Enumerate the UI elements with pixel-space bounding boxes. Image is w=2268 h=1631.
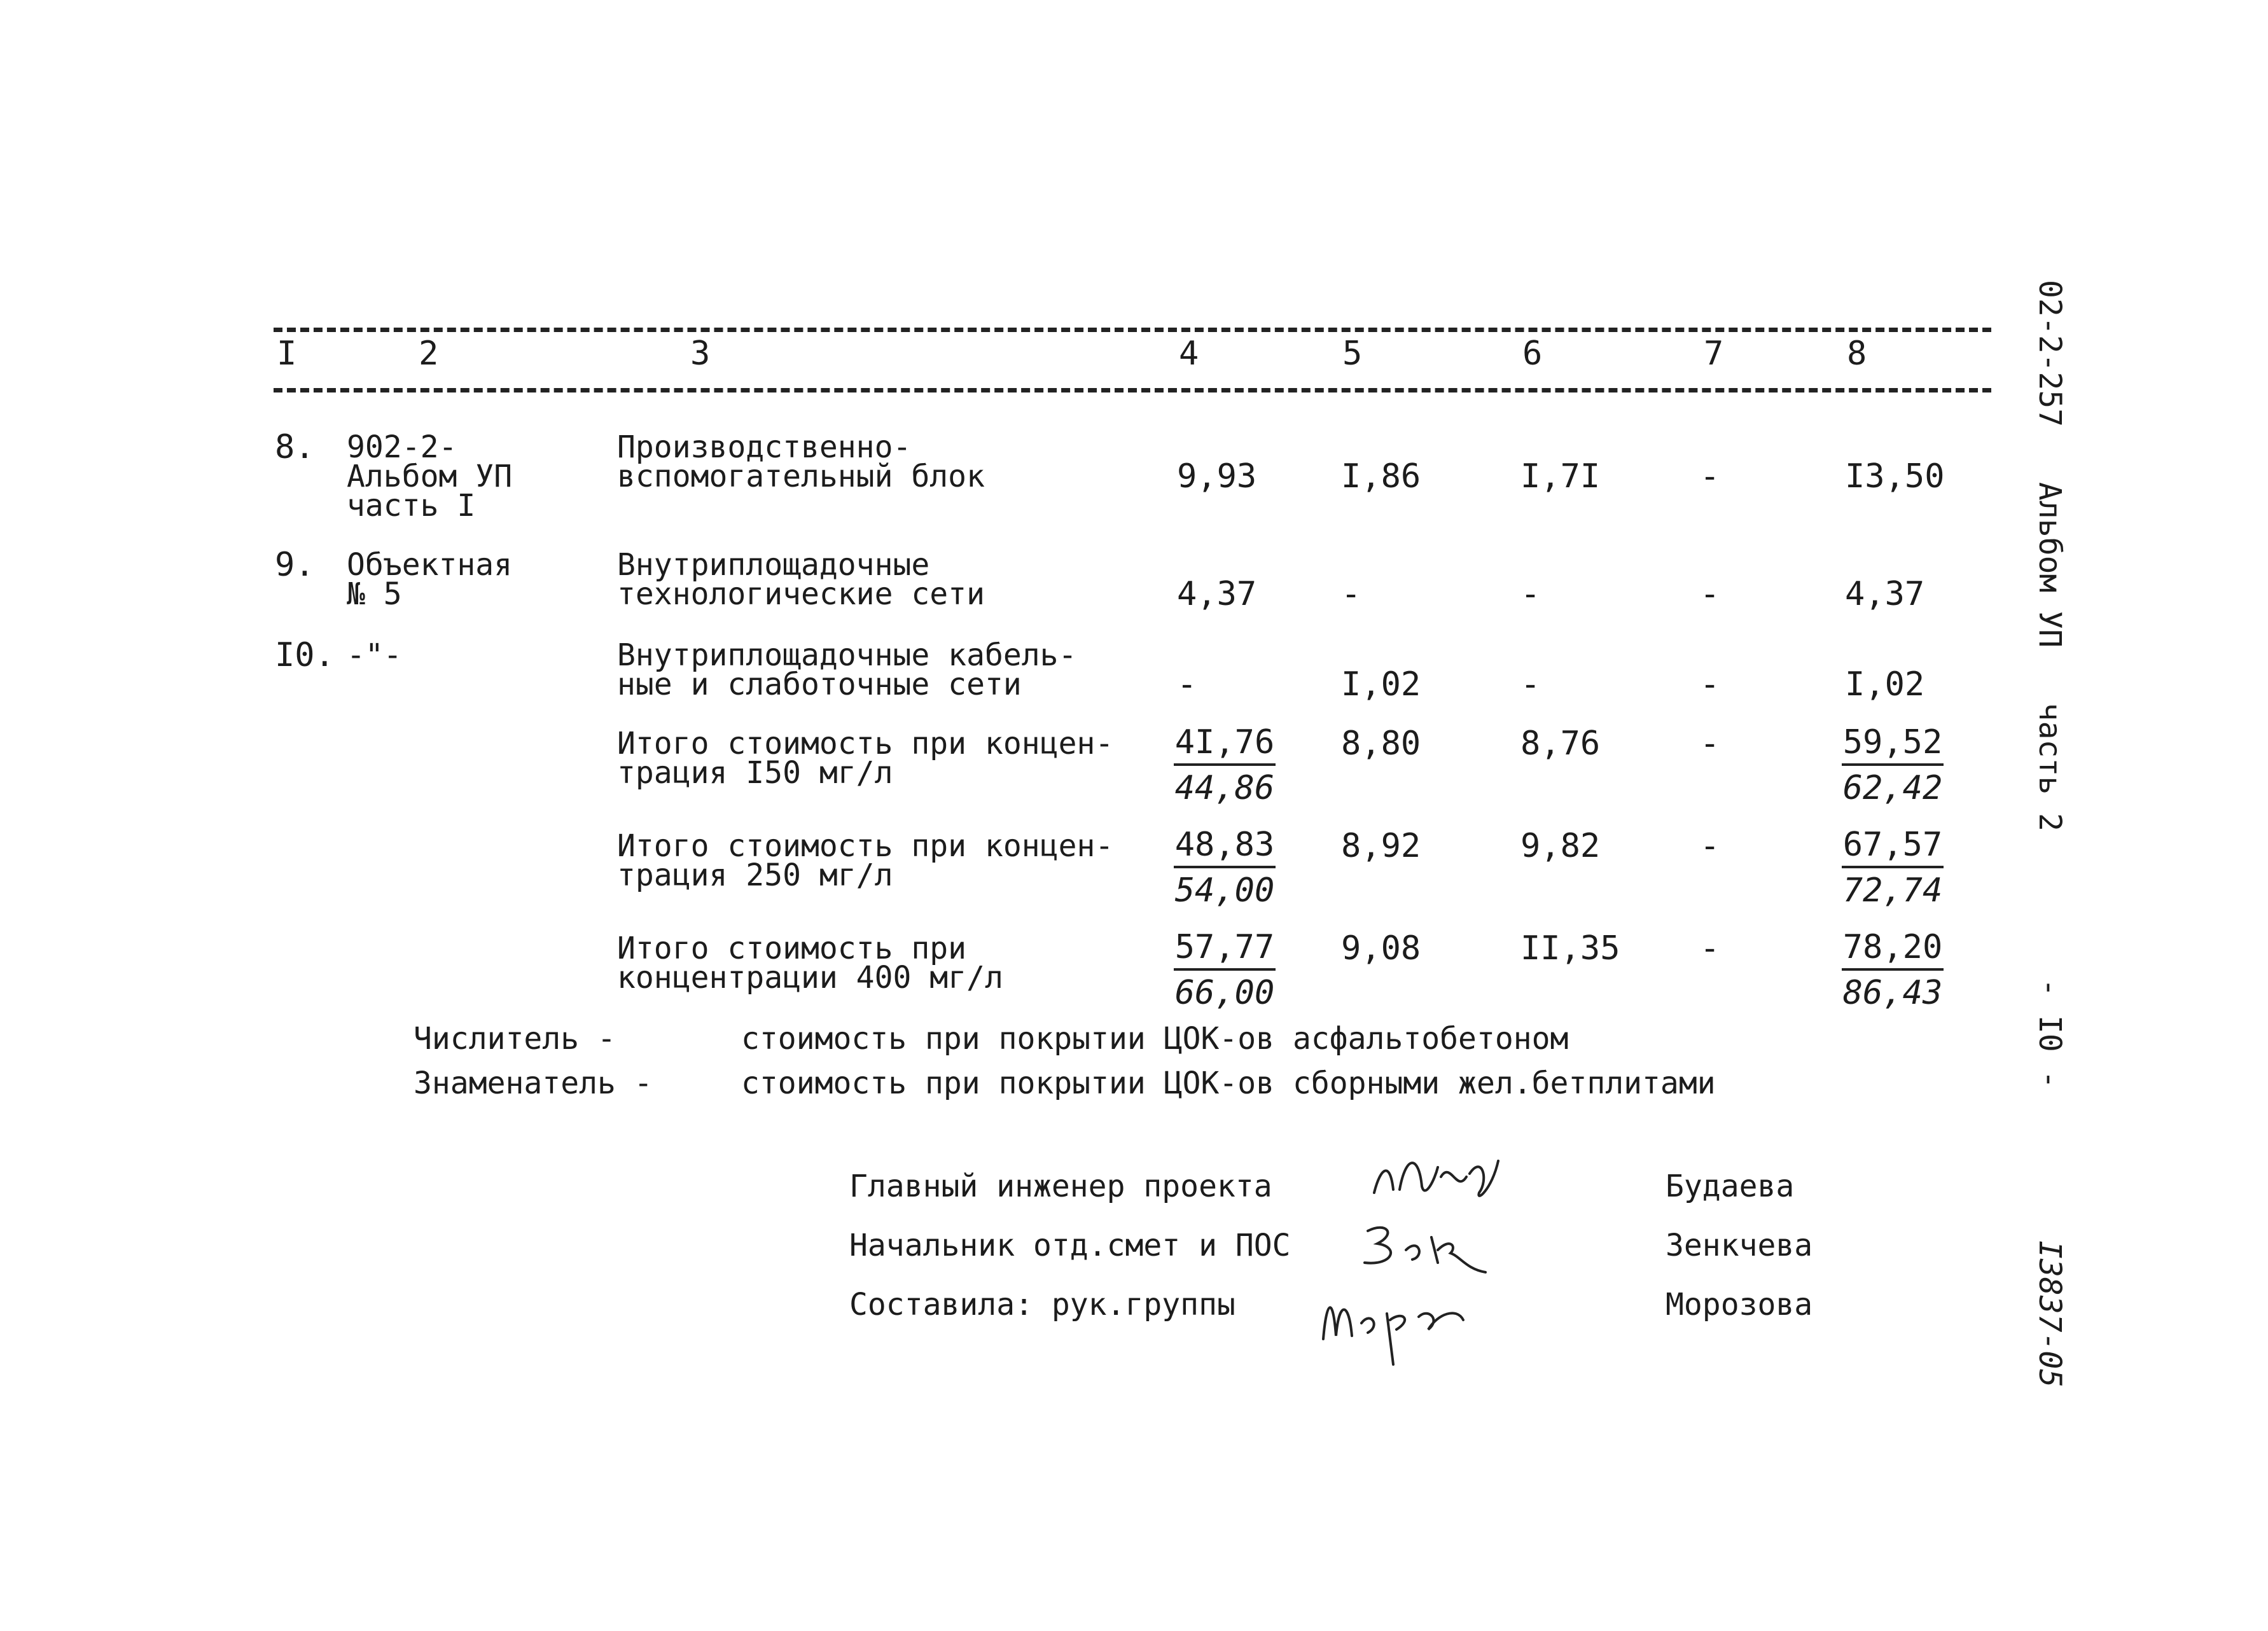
total-150-col8-numerator: 59,52 <box>1842 725 1944 766</box>
total-150-name-line1: Итого стоимость при концен- <box>617 726 1114 761</box>
total-150-col4-denominator: 44,86 <box>1174 769 1275 807</box>
compiler-signature <box>1311 1275 1476 1371</box>
header-col-7: 7 <box>1704 335 1724 373</box>
total-400-col8-denominator: 86,43 <box>1842 974 1943 1012</box>
total-250-name-line2: трация 250 мг/л <box>617 857 893 893</box>
row-10-number: I0. <box>275 636 335 674</box>
row-8-ref-line2: Альбом УП <box>347 459 513 494</box>
numerator-note-label: Числитель - <box>414 1021 616 1057</box>
total-400-col5: 9,08 <box>1341 929 1421 968</box>
row-8-col4: 9,93 <box>1177 457 1257 496</box>
chief-engineer-name: Будаева <box>1666 1169 1795 1204</box>
total-250-col4-numerator: 48,83 <box>1174 828 1276 868</box>
chief-engineer-signature <box>1361 1142 1514 1212</box>
chief-engineer-role: Главный инженер проекта <box>849 1169 1272 1204</box>
total-250-col8-fraction <box>1842 828 1944 908</box>
total-400-col6: II,35 <box>1520 929 1620 968</box>
total-400-name-line1: Итого стоимость при <box>617 931 967 966</box>
row-8-col5: I,86 <box>1341 457 1421 496</box>
total-150-col5: 8,80 <box>1341 725 1421 763</box>
total-150-col7: - <box>1700 725 1720 763</box>
department-head-signature <box>1349 1212 1495 1282</box>
row-9-number: 9. <box>275 546 315 584</box>
total-400-col4-fraction <box>1174 930 1276 1010</box>
row-9-col6: - <box>1520 575 1541 613</box>
row-10-col7: - <box>1700 665 1720 704</box>
row-9-name-line2: технологические сети <box>617 576 985 612</box>
row-9-col4: 4,37 <box>1177 575 1257 613</box>
total-400-col7: - <box>1700 929 1720 968</box>
total-250-col6: 9,82 <box>1520 827 1601 865</box>
header-col-6: 6 <box>1522 335 1543 373</box>
total-400-name-line2: концентрации 400 мг/л <box>617 960 1003 996</box>
total-400-col8-numerator: 78,20 <box>1842 930 1944 971</box>
total-250-col5: 8,92 <box>1341 827 1421 865</box>
row-8-col6: I,7I <box>1520 457 1601 496</box>
header-col-3: 3 <box>690 335 711 373</box>
row-9-ref-line2: № 5 <box>347 576 402 612</box>
total-400-col4-numerator: 57,77 <box>1174 930 1276 971</box>
header-col-1: I <box>277 335 297 373</box>
denominator-note-label: Знаменатель - <box>414 1065 653 1101</box>
row-9-col8: 4,37 <box>1845 575 1925 613</box>
total-150-col8-fraction <box>1842 725 1944 805</box>
row-9-col7: - <box>1700 575 1720 613</box>
row-9-col5: - <box>1341 575 1361 613</box>
row-9-ref-line1: Объектная <box>347 547 513 583</box>
margin-vertical-title: 02-2-257 Альбом УП часть 2 - I0 - <box>2032 280 2068 1089</box>
header-col-4: 4 <box>1179 335 1199 373</box>
row-9-name-line1: Внутриплощадочные <box>617 547 930 583</box>
header-top-rule <box>274 328 1991 332</box>
total-250-col8-denominator: 72,74 <box>1842 871 1943 910</box>
row-8-col7: - <box>1700 457 1720 496</box>
row-8-ref-line3: часть I <box>347 488 476 524</box>
department-head-name: Зенкчева <box>1666 1228 1813 1263</box>
row-10-ref-line1: -"- <box>347 637 402 673</box>
row-8-name-line1: Производственно- <box>617 429 912 465</box>
row-10-col4: - <box>1177 665 1197 704</box>
row-10-name-line2: ные и слаботочные сети <box>617 667 1022 702</box>
total-150-col4-numerator: 4I,76 <box>1174 725 1276 766</box>
header-bottom-rule <box>274 388 1991 392</box>
row-10-col5: I,02 <box>1341 665 1421 704</box>
total-150-col6: 8,76 <box>1520 725 1601 763</box>
row-8-number: 8. <box>275 428 315 466</box>
total-250-name-line1: Итого стоимость при концен- <box>617 828 1114 864</box>
row-10-col6: - <box>1520 665 1541 704</box>
header-col-2: 2 <box>419 335 439 373</box>
denominator-note-text: стоимость при покрытии ЦОК-ов сборными жел.бетплитами <box>741 1065 1716 1101</box>
total-250-col7: - <box>1700 827 1720 865</box>
row-10-col8: I,02 <box>1845 665 1925 704</box>
total-150-col4-fraction <box>1174 725 1276 805</box>
header-col-8: 8 <box>1847 335 1867 373</box>
header-col-5: 5 <box>1342 335 1363 373</box>
total-150-name-line2: трация I50 мг/л <box>617 755 893 791</box>
total-400-col8-fraction <box>1842 930 1944 1010</box>
total-150-col8-denominator: 62,42 <box>1842 769 1943 807</box>
department-head-role: Начальник отд.смет и ПОС <box>849 1228 1291 1263</box>
row-8-name-line2: вспомогательный блок <box>617 459 985 494</box>
total-250-col4-fraction <box>1174 828 1276 908</box>
row-8-ref-line1: 902-2- <box>347 429 457 465</box>
total-250-col8-numerator: 67,57 <box>1842 828 1944 868</box>
compiler-name: Морозова <box>1666 1287 1813 1322</box>
row-10-name-line1: Внутриплощадочные кабель- <box>617 637 1077 673</box>
numerator-note-text: стоимость при покрытии ЦОК-ов асфальтобетоном <box>741 1021 1569 1057</box>
total-250-col4-denominator: 54,00 <box>1174 871 1275 910</box>
compiler-role: Составила: рук.группы <box>849 1287 1235 1322</box>
total-400-col4-denominator: 66,00 <box>1174 974 1275 1012</box>
row-8-col8: I3,50 <box>1845 457 1945 496</box>
margin-document-code: I3837-05 <box>2032 1240 2068 1388</box>
